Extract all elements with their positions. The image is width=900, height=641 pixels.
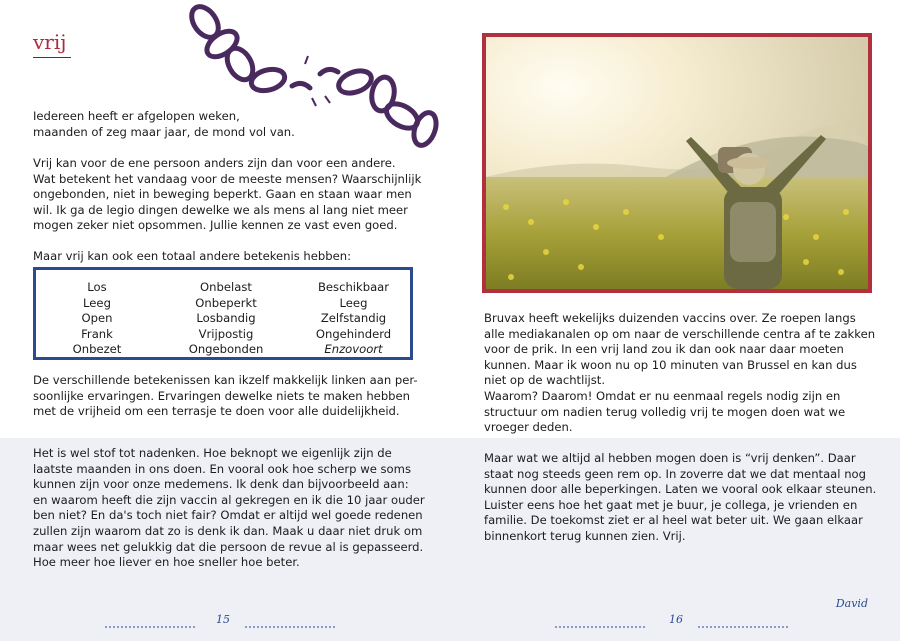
intro-paragraph bbox=[33, 109, 295, 140]
text-line: Maar vrij kan ook een totaal andere betekenis hebben: bbox=[33, 249, 352, 263]
text-line: mogen zeker niet opsommen. Jullie kennen ze vast even goed. bbox=[33, 218, 398, 233]
text-line: Wat betekent het vandaag voor de meeste mensen? Waarschijnlijk bbox=[33, 171, 422, 186]
paragraph-1 bbox=[33, 156, 421, 234]
meanings-column-2 bbox=[166, 280, 286, 358]
meaning-item: Onbeperkt bbox=[195, 295, 257, 310]
text-line: Maar wat we altijd al hebben mogen doen is “vrij denken”. Daar bbox=[484, 451, 856, 465]
text-line: kunnen zijn voor onze medemens. Ik denk dan bijvoorbeeld aan: bbox=[33, 477, 409, 492]
text-line: Waarom? Daarom! Omdat er nu eenmaal regels nodig zijn en bbox=[484, 388, 841, 403]
meaning-item: Vrijpostig bbox=[198, 326, 254, 341]
meaning-item: Enzovoort bbox=[324, 342, 383, 357]
text-line: familie. De toekomst ziet er al heel wat beter uit. We gaan elkaar bbox=[484, 513, 863, 528]
text-line: zullen zijn waarom dat zo is denk ik dan. Maak u daar niet druk om bbox=[33, 523, 423, 538]
title-underline bbox=[33, 57, 71, 58]
text-line: maar wees net gelukkig dat die persoon de revue al is gepasseerd. bbox=[33, 539, 424, 554]
text-line: Vrij kan voor de ene persoon anders zijn dan voor een andere. bbox=[33, 156, 396, 170]
text-line: kunnen door alle beperkingen. Laten we vooral ook elkaar steunen. bbox=[484, 482, 877, 497]
right-paragraph-2 bbox=[484, 451, 876, 545]
footer-dots bbox=[105, 626, 195, 628]
text-line: Iedereen heeft er afgelopen weken, bbox=[33, 109, 240, 123]
meaning-item: Ongebonden bbox=[188, 342, 264, 357]
freedom-photo bbox=[486, 37, 868, 289]
text-line: vroeger deden. bbox=[484, 420, 573, 435]
text-line: laatste maanden in ons doen. En vooral ook hoe scherp we soms bbox=[33, 461, 411, 476]
meaning-item: Onbezet bbox=[72, 342, 122, 357]
text-line: De verschillende betekenissen kan ikzelf makkelijk linken aan per- bbox=[33, 373, 418, 387]
page-title: vrij bbox=[33, 30, 67, 54]
text-line: met de vrijheid om een terrasje te doen voor alle duidelijkheid. bbox=[33, 404, 400, 419]
text-line: alle mediakanalen op om naar de verschillende centra af te zakken bbox=[484, 326, 876, 341]
text-line: Luister eens hoe het gaat met je buur, je collega, je vrienden en bbox=[484, 497, 858, 512]
meaning-item: Los bbox=[87, 280, 107, 294]
meaning-item: Frank bbox=[81, 326, 113, 341]
text-line: soonlijke ervaringen. Ervaringen dewelke niets te maken hebben bbox=[33, 388, 411, 403]
meaning-item: Leeg bbox=[83, 295, 111, 310]
text-line: wil. Ik ga de legio dingen dewelke we als mens al lang niet meer bbox=[33, 202, 408, 217]
meanings-column-3 bbox=[291, 280, 416, 358]
text-line: maanden of zeg maar jaar, de mond vol van. bbox=[33, 124, 295, 139]
photo-frame bbox=[482, 33, 872, 293]
meaning-item: Open bbox=[81, 311, 113, 326]
text-line: Bruvax heeft wekelijks duizenden vaccins over. Ze roepen langs bbox=[484, 311, 856, 325]
footer-dots bbox=[245, 626, 335, 628]
meaning-item: Zelfstandig bbox=[320, 311, 387, 326]
text-line: kunnen. Maar ik woon nu op 10 minuten van Brussel en kan dus bbox=[484, 357, 857, 372]
paragraph-4 bbox=[33, 446, 425, 571]
text-line: Het is wel stof tot nadenken. Hoe beknopt we eigenlijk zijn de bbox=[33, 446, 392, 460]
meaning-item: Onbelast bbox=[200, 280, 252, 294]
footer-dots bbox=[698, 626, 788, 628]
meaning-item: Ongehinderd bbox=[315, 326, 392, 341]
meanings-box bbox=[33, 267, 413, 360]
text-line: en waarom heeft die zijn vaccin al gekregen en ik die 10 jaar ouder bbox=[33, 492, 425, 507]
meaning-item: Leeg bbox=[339, 295, 368, 310]
text-line: staat nog steeds geen rem op. In zoverre dat we dat mentaal nog bbox=[484, 466, 866, 481]
meaning-item: Beschikbaar bbox=[317, 280, 390, 294]
text-line: Hoe meer hoe liever en hoe sneller hoe beter. bbox=[33, 555, 300, 570]
text-line: ben niet? En da's toch niet fair? Omdat er altijd wel goede redenen bbox=[33, 508, 423, 523]
text-line: niet op de wachtlijst. bbox=[484, 373, 606, 388]
footer-dots bbox=[555, 626, 645, 628]
page-number-right: 16 bbox=[669, 613, 683, 626]
meanings-column-1 bbox=[42, 280, 152, 358]
text-line: binnenkort terug kunnen zien. Vrij. bbox=[484, 528, 686, 543]
right-paragraph-1 bbox=[484, 311, 875, 436]
meaning-item: Losbandig bbox=[196, 311, 256, 326]
author-signature: David bbox=[835, 597, 868, 610]
page-number-left: 15 bbox=[216, 613, 230, 626]
text-line: voor de prik. In een vrij land zou ik dan ook naar daar moeten bbox=[484, 342, 844, 357]
text-line: ongebonden, niet in beweging beperkt. Gaan en staan waar men bbox=[33, 187, 412, 202]
paragraph-3 bbox=[33, 373, 418, 420]
text-line: structuur om nadien terug volledig vrij te mogen doen wat we bbox=[484, 404, 846, 419]
paragraph-2 bbox=[33, 249, 351, 265]
